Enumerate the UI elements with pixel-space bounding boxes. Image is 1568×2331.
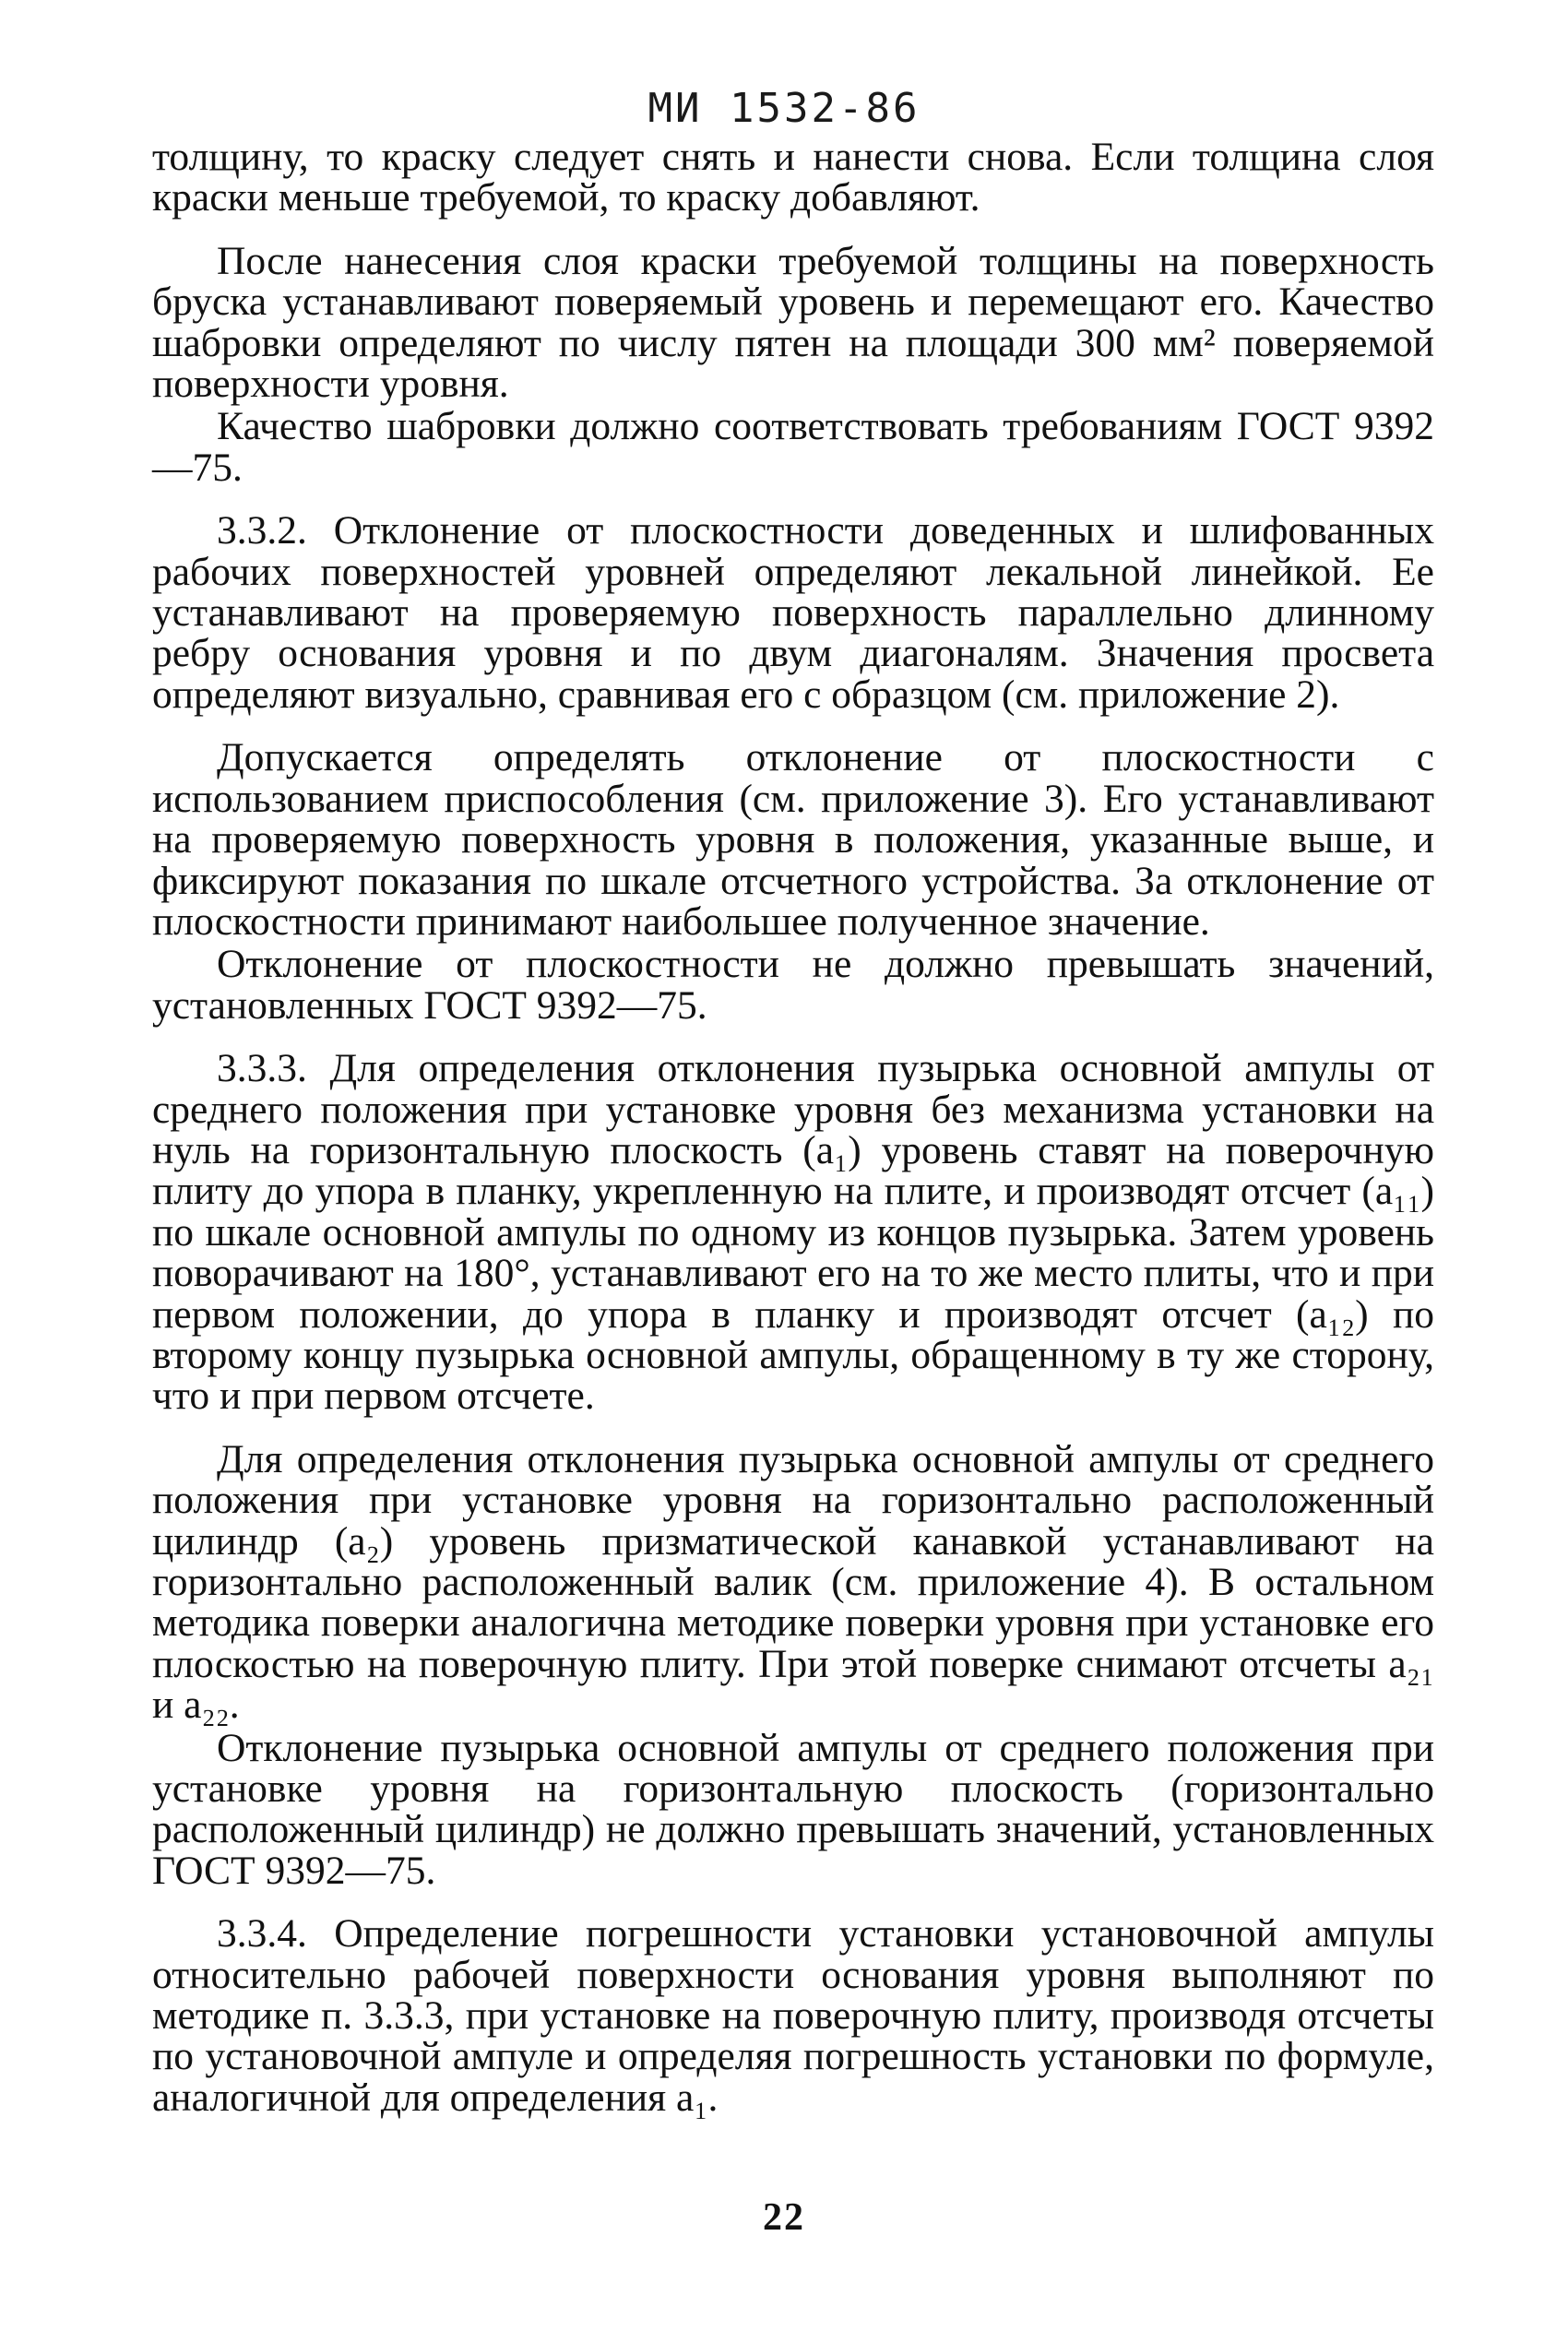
paragraph-paint-application: После нанесения слоя краски требуемой толщины на поверхность бруска устанавливают поверяемый уровень и перемещают его. Качество шабровки определяют по числу пятен на площади 300 мм² поверяемой поверхности уровня. — [152, 238, 1434, 407]
page-number: 22 — [763, 2196, 805, 2239]
paragraph-cylinder-method: Для определения отклонения пузырька основной ампулы от среднего положения при установке уровня на горизонтально расположенный цилиндр (a₂) уровень призматической канавкой устанавливают на горизонтально расположенный валик (см. приложение 4). В остальном методика поверки аналогична методике поверки уровня при установке его плоскостью на поверочную плиту. При этой поверке снимают отсчеты a₂₁ и a₂₂. — [152, 1436, 1434, 1728]
paragraph-scraping-quality: Качество шабровки должно соответствовать требованиям ГОСТ 9392—75. — [152, 404, 1434, 490]
paragraph-3-3-3: 3.3.3. Для определения отклонения пузырька основной ампулы от среднего положения при установке уровня без механизма установки на нуль на горизонтальную плоскость (a₁) уровень ставят на поверочную плиту до упора в планку, укрепленную на плите, и производят отсчет (a₁₁) по шкале основной ампулы по одному из концов пузырька. Затем уровень поворачивают на 180°, устанавливают его на то же место плиты, что и при первом положении, до упора в планку и производят отсчет (a₁₂) по второму концу пузырька основной ампулы, обращенному в ту же сторону, что и при первом отсчете. — [152, 1046, 1434, 1419]
paragraph-3-3-4: 3.3.4. Определение погрешности установки установочной ампулы относительно рабочей поверхности основания уровня выполняют по методике п. 3.3.3, при установке на поверочную плиту, производя отсчеты по установочной ампуле и определяя погрешность установки по формуле, аналогичной для определения a₁. — [152, 1911, 1434, 2120]
document-code-header: МИ 1532-86 — [647, 85, 921, 132]
paragraph-3-3-2: 3.3.2. Отклонение от плоскостности доведенных и шлифованных рабочих поверхностей уровней определяют лекальной линейкой. Ее устанавливают на проверяемую поверхность параллельно длинному ребру основания уровня и по двум диагоналям. Значения просвета определяют визуально, сравнивая его с образцом (см. приложение 2). — [152, 508, 1434, 717]
paragraph-flatness-limit: Отклонение от плоскостности не должно превышать значений, установленных ГОСТ 9392—75. — [152, 942, 1434, 1028]
paragraph-bubble-deviation-limit: Отклонение пузырька основной ампулы от среднего положения при установке уровня на горизонтальную плоскость (горизонтально расположенный цилиндр) не должно превышать значений, установленных ГОСТ 9392—75. — [152, 1725, 1434, 1893]
page-body — [152, 137, 1434, 2118]
paragraph-fixture-method: Допускается определять отклонение от плоскостности с использованием приспособления (см. приложение 3). Его устанавливают на проверяемую поверхность уровня в положения, указанные выше, и фиксируют показания по шкале отсчетного устройства. За отклонение от плоскостности принимают наибольшее полученное значение. — [152, 735, 1434, 944]
paragraph-continuation: толщину, то краску следует снять и нанести снова. Если толщина слоя краски меньше требуемой, то краску добавляют. — [152, 135, 1434, 220]
